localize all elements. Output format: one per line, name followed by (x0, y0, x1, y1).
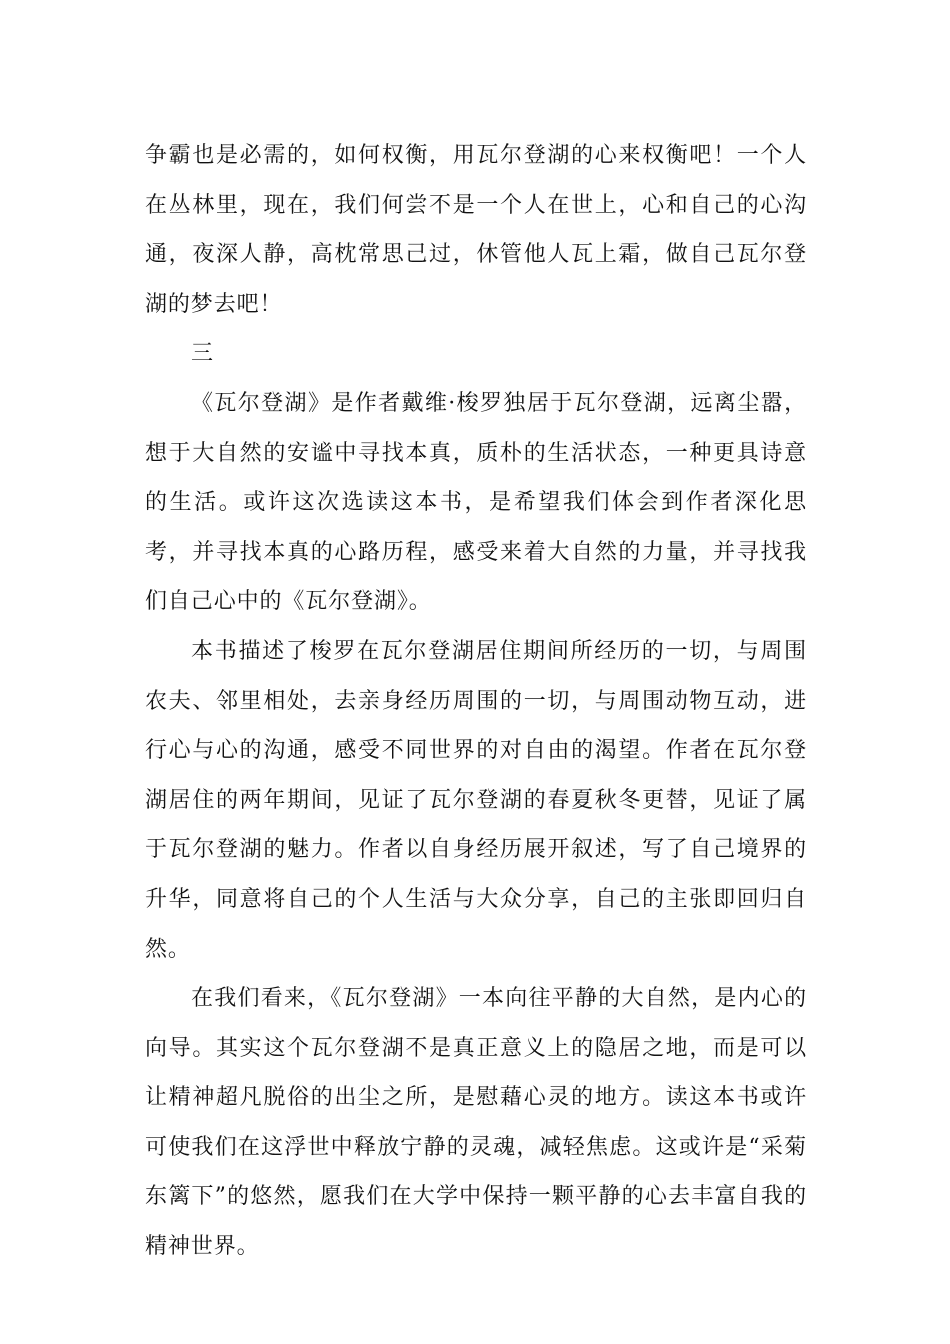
document-body (145, 131, 807, 1272)
paragraph-continuation: 争霸也是必需的，如何权衡，用瓦尔登湖的心来权衡吧！一个人在丛林里，现在，我们何尝不是一个人在世上，心和自己的心沟通，夜深人静，高枕常思己过，休管他人瓦上霜，做自己瓦尔登湖的梦去吧！ (145, 143, 807, 317)
paragraph-intro: 《瓦尔登湖》是作者戴维·梭罗独居于瓦尔登湖，远离尘嚣，想于大自然的安谧中寻找本真，质朴的生活状态，一种更具诗意的生活。或许这次选读这本书，是希望我们体会到作者深化思考，并寻找本真的心路历程，感受来着大自然的力量，并寻找我们自己心中的《瓦尔登湖》。 (145, 390, 807, 615)
section-heading: 三 (191, 341, 214, 367)
paragraph-reflection: 在我们看来，《瓦尔登湖》一本向往平静的大自然，是内心的向导。其实这个瓦尔登湖不是真正意义上的隐居之地，而是可以让精神超凡脱俗的出尘之所，是慰藉心灵的地方。读这本书或许可使我们在这浮世中释放宁静的灵魂，减轻焦虑。这或许是“采菊东篱下”的悠然，愿我们在大学中保持一颗平静的心去丰富自我的精神世界。 (145, 986, 807, 1260)
paragraph-summary: 本书描述了梭罗在瓦尔登湖居住期间所经历的一切，与周围农夫、邻里相处，去亲身经历周围的一切，与周围动物互动，进行心与心的沟通，感受不同世界的对自由的渴望。作者在瓦尔登湖居住的两年期间，见证了瓦尔登湖的春夏秋冬更替，见证了属于瓦尔登湖的魅力。作者以自身经历展开叙述，写了自己境界的升华，同意将自己的个人生活与大众分享，自己的主张即回归自然。 (145, 638, 807, 962)
